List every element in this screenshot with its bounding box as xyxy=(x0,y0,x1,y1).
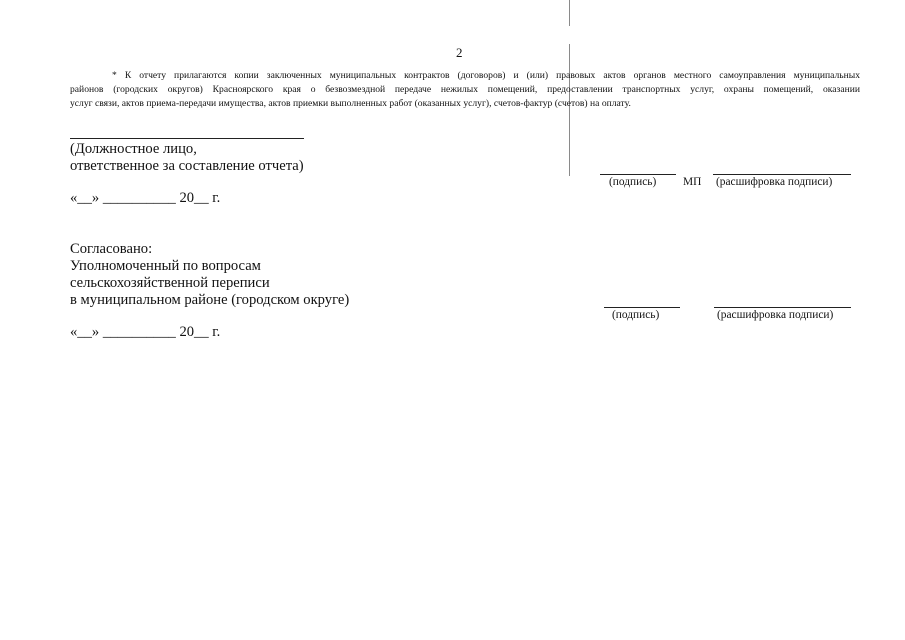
stamp-mark: МП xyxy=(683,176,702,188)
page-number: 2 xyxy=(456,45,463,60)
responsible-date: «__» __________ 20__ г. xyxy=(70,190,221,206)
responsible-signature-caption: (подпись) xyxy=(609,176,657,188)
responsible-decoding-caption: (расшифровка подписи) xyxy=(716,176,833,188)
approved-decoding-line xyxy=(714,307,851,308)
footnote xyxy=(70,69,860,111)
footnote-line: * К отчету прилагаются копии заключенных муниципальных контрактов (договоров) и (или) правовых актов органов местного самоуправления муниципальных xyxy=(112,70,860,81)
responsible-name-line xyxy=(70,138,304,139)
approved-heading: Согласовано: xyxy=(70,241,153,257)
responsible-title-line1: (Должностное лицо, xyxy=(70,141,197,157)
fold-line-top xyxy=(569,0,570,26)
approved-line2: сельскохозяйственной переписи xyxy=(70,275,270,291)
footnote-line: услуг связи, актов приема-передачи имущества, актов приемки выполненных работ (оказанных услуг), счетов-фактур (счетов) на оплату. xyxy=(70,98,631,109)
footnote-line: районов (городских округов) Красноярского края о безвозмездной передаче нежилых помещений, предоставлении транспортных услуг, охраны помещений, оказании xyxy=(70,84,860,95)
responsible-decoding-line xyxy=(713,174,851,175)
approved-date: «__» __________ 20__ г. xyxy=(70,324,221,340)
approved-signature-line xyxy=(604,307,680,308)
approved-decoding-caption: (расшифровка подписи) xyxy=(717,309,834,321)
approved-signature-caption: (подпись) xyxy=(612,309,660,321)
approved-line1: Уполномоченный по вопросам xyxy=(70,258,261,274)
approved-line3: в муниципальном районе (городском округе) xyxy=(70,292,350,308)
responsible-signature-line xyxy=(600,174,676,175)
responsible-title-line2: ответственное за составление отчета) xyxy=(70,158,304,174)
